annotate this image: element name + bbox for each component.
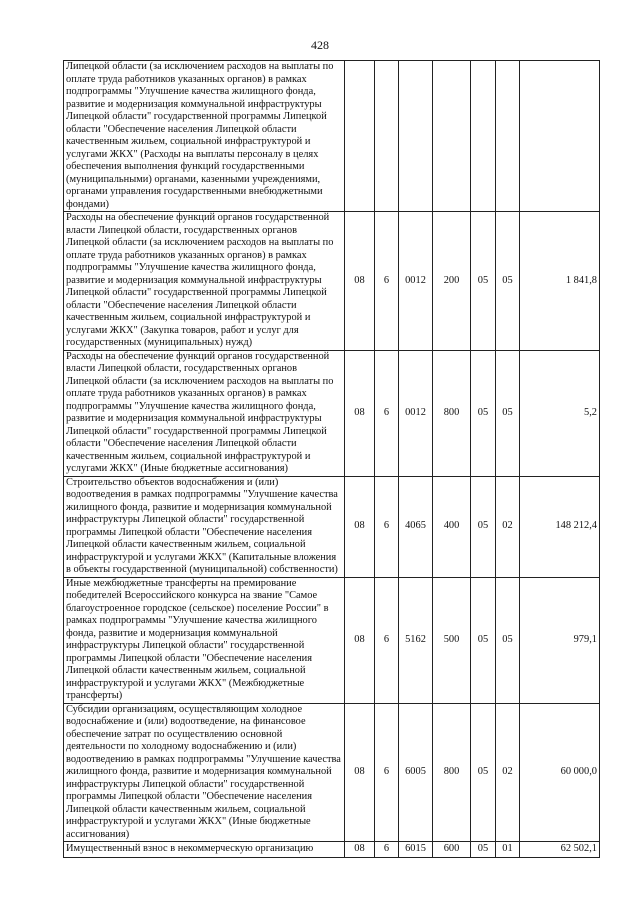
code-cell: 6: [375, 476, 399, 577]
row-description: Имущественный взнос в некоммерческую организацию: [64, 842, 345, 858]
amount-cell: 979,1: [520, 577, 600, 703]
table-row: [64, 577, 600, 703]
budget-table: [63, 60, 600, 858]
row-description: Расходы на обеспечение функций органов государственной власти Липецкой области, государственных органов Липецкой области (за исключением расходов на выплаты по оплате труда работников указанных органов) в рамках подпрограммы "Улучшение качества жилищного фонда, развитие и модернизация коммунальной инфраструктуры Липецкой области" государственной программы Липецкой области "Обеспечение населения Липецкой области качественным жильем, социальной инфраструктурой и услугами ЖКХ" (Иные бюджетные ассигнования): [64, 350, 345, 476]
table-row: [64, 212, 600, 351]
amount-cell: 148 212,4: [520, 476, 600, 577]
row-description: Липецкой области (за исключением расходов на выплаты по оплате труда работников указанных органов) в рамках подпрограммы "Улучшение качества жилищного фонда, развитие и модернизация коммунальной инфраструктуры Липецкой области" государственной программы Липецкой области "Обеспечение населения Липецкой области качественным жильем, социальной инфраструктурой и услугами ЖКХ" (Расходы на выплаты персоналу в целях обеспечения выполнения функций государственными (муниципальными) органами, казенными учреждениями, органами управления государственными внебюджетными фондами): [64, 61, 345, 212]
code-cell: 05: [471, 350, 496, 476]
amount-cell: 60 000,0: [520, 703, 600, 842]
code-cell: 05: [471, 212, 496, 351]
code-cell: 6: [375, 350, 399, 476]
code-cell: [399, 61, 433, 212]
table-row: [64, 476, 600, 577]
amount-cell: 62 502,1: [520, 842, 600, 858]
amount-cell: 1 841,8: [520, 212, 600, 351]
amount-cell: [520, 61, 600, 212]
code-cell: [433, 61, 471, 212]
code-cell: 600: [433, 842, 471, 858]
code-cell: 05: [471, 476, 496, 577]
code-cell: 08: [345, 476, 375, 577]
code-cell: [375, 61, 399, 212]
code-cell: 08: [345, 703, 375, 842]
code-cell: 05: [471, 577, 496, 703]
row-description: Иные межбюджетные трансферты на премирование победителей Всероссийского конкурса на звание "Самое благоустроенное городское (сельское) поселение России" в рамках подпрограммы "Улучшение качества жилищного фонда, развитие и модернизация коммунальной инфраструктуры Липецкой области" государственной программы Липецкой области "Обеспечение населения Липецкой области качественным жильем, социальной инфраструктурой и услугами ЖКХ" (Межбюджетные трансферты): [64, 577, 345, 703]
code-cell: 800: [433, 703, 471, 842]
code-cell: 800: [433, 350, 471, 476]
code-cell: 08: [345, 212, 375, 351]
page-number: 428: [311, 38, 329, 52]
code-cell: 08: [345, 350, 375, 476]
code-cell: 6015: [399, 842, 433, 858]
code-cell: 400: [433, 476, 471, 577]
code-cell: 02: [496, 476, 520, 577]
code-cell: 0012: [399, 350, 433, 476]
code-cell: 01: [496, 842, 520, 858]
code-cell: 05: [471, 703, 496, 842]
code-cell: 5162: [399, 577, 433, 703]
code-cell: 05: [496, 212, 520, 351]
code-cell: 6: [375, 577, 399, 703]
code-cell: 05: [496, 350, 520, 476]
table-row: [64, 61, 600, 212]
code-cell: [345, 61, 375, 212]
code-cell: 200: [433, 212, 471, 351]
code-cell: 08: [345, 842, 375, 858]
code-cell: 500: [433, 577, 471, 703]
code-cell: 0012: [399, 212, 433, 351]
code-cell: 08: [345, 577, 375, 703]
code-cell: 05: [471, 842, 496, 858]
row-description: Строительство объектов водоснабжения и (или) водоотведения в рамках подпрограммы "Улучшение качества жилищного фонда, развитие и модернизация коммунальной инфраструктуры Липецкой области" государственной программы Липецкой области "Обеспечение населения Липецкой области качественным жильем, социальной инфраструктурой и услугами ЖКХ" (Капитальные вложения в объекты государственной (муниципальной) собственности): [64, 476, 345, 577]
table-row: [64, 703, 600, 842]
code-cell: 6005: [399, 703, 433, 842]
amount-cell: 5,2: [520, 350, 600, 476]
code-cell: 6: [375, 212, 399, 351]
code-cell: 4065: [399, 476, 433, 577]
row-description: Субсидии организациям, осуществляющим холодное водоснабжение и (или) водоотведение, на финансовое обеспечение затрат по осуществлению основной деятельности по холодному водоснабжению и (или) водоотведению в рамках подпрограммы "Улучшение качества жилищного фонда, развитие и модернизация коммунальной инфраструктуры Липецкой области" государственной программы Липецкой области "Обеспечение населения Липецкой области качественным жильем, социальной инфраструктурой и услугами ЖКХ" (Иные бюджетные ассигнования): [64, 703, 345, 842]
table-row: [64, 842, 600, 858]
code-cell: [471, 61, 496, 212]
code-cell: 6: [375, 842, 399, 858]
code-cell: 02: [496, 703, 520, 842]
row-description: Расходы на обеспечение функций органов государственной власти Липецкой области, государственных органов Липецкой области (за исключением расходов на выплаты по оплате труда работников указанных органов) в рамках подпрограммы "Улучшение качества жилищного фонда, развитие и модернизация коммунальной инфраструктуры Липецкой области" государственной программы Липецкой области "Обеспечение населения Липецкой области качественным жильем, социальной инфраструктурой и услугами ЖКХ" (Закупка товаров, работ и услуг для государственных (муниципальных) нужд): [64, 212, 345, 351]
table-row: [64, 350, 600, 476]
code-cell: [496, 61, 520, 212]
code-cell: 6: [375, 703, 399, 842]
code-cell: 05: [496, 577, 520, 703]
